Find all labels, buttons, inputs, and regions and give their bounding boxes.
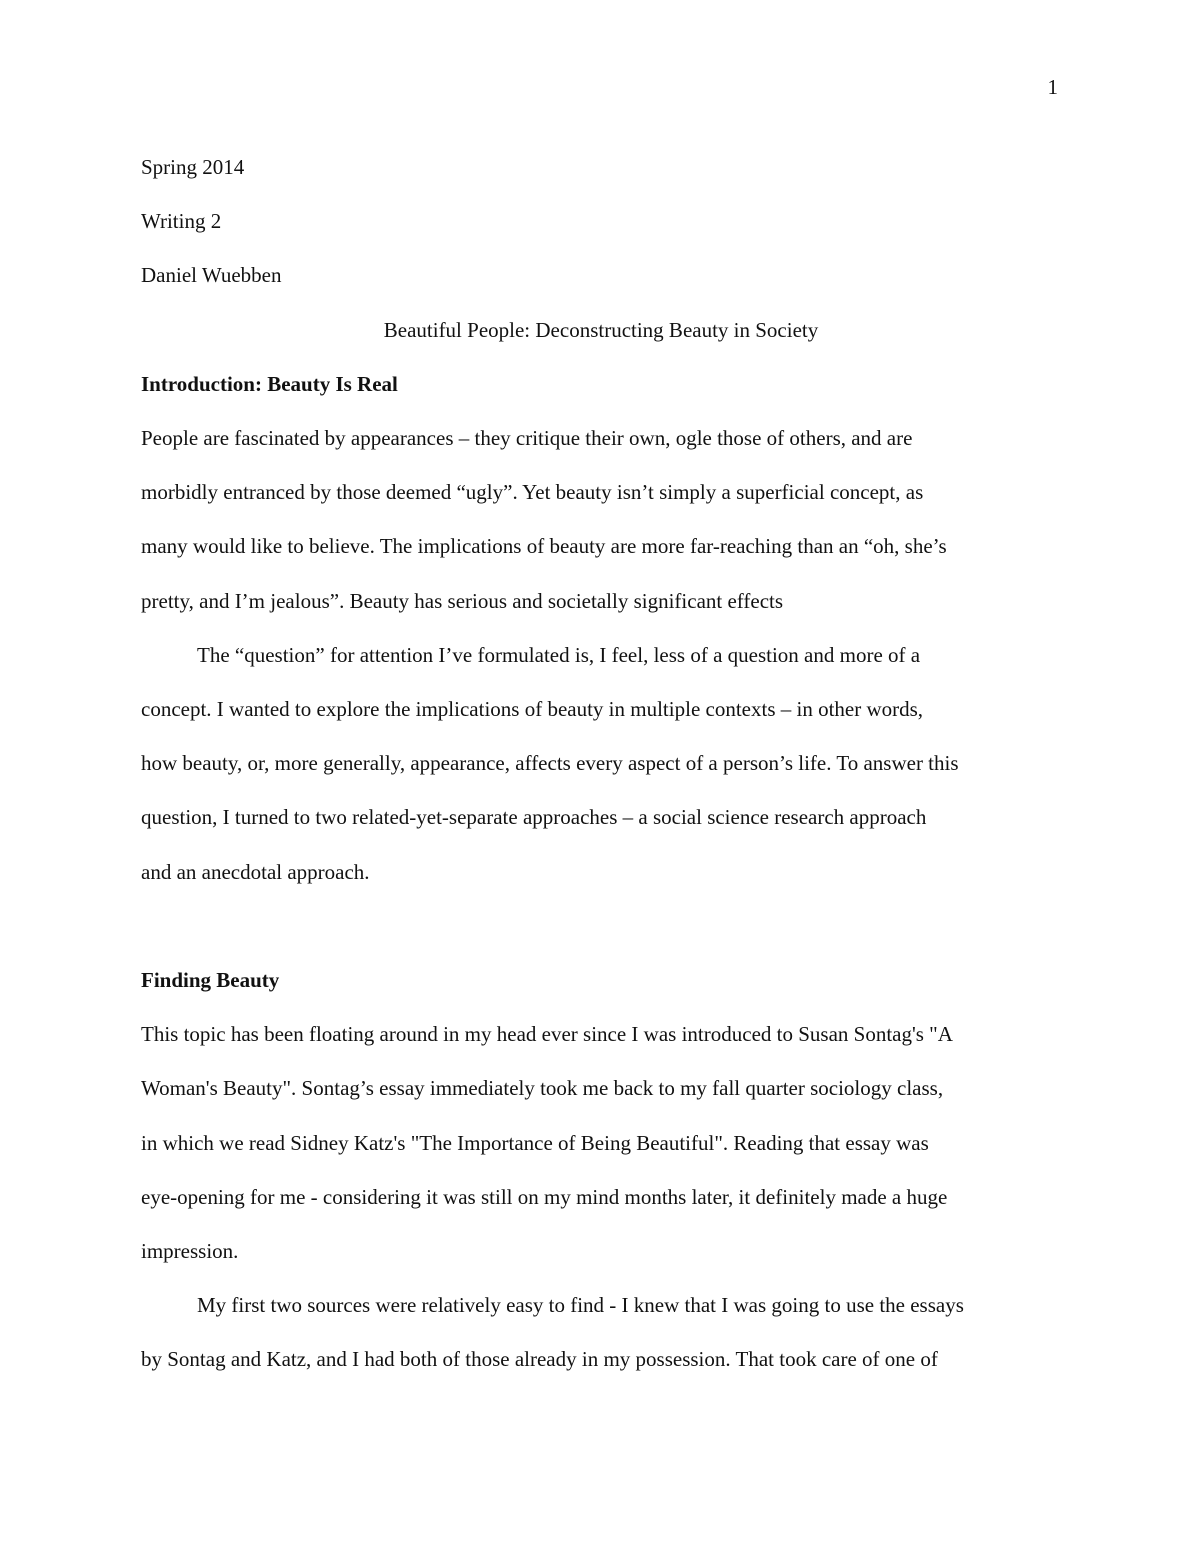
paragraph-line: Woman's Beauty". Sontag’s essay immediately took me back to my fall quarter sociology class, (141, 1076, 944, 1101)
instructor-line: Daniel Wuebben (141, 263, 282, 288)
paragraph-line: pretty, and I’m jealous”. Beauty has serious and societally significant effects (141, 588, 784, 613)
course-line: Writing 2 (141, 209, 222, 234)
paragraph-line: concept. I wanted to explore the implications of beauty in multiple contexts – in other words, (141, 697, 924, 722)
paragraph-line: eye-opening for me - considering it was still on my mind months later, it definitely made a huge (141, 1184, 948, 1209)
paragraph-line: question, I turned to two related-yet-separate approaches – a social science research approach (141, 805, 927, 830)
paragraph-line: This topic has been floating around in my head ever since I was introduced to Susan Sontag's "A (141, 1022, 953, 1047)
paragraph-line: People are fascinated by appearances – they critique their own, ogle those of others, and are (141, 426, 913, 451)
paragraph-line: morbidly entranced by those deemed “ugly”. Yet beauty isn’t simply a superficial concept, as (141, 480, 924, 505)
paragraph-line: by Sontag and Katz, and I had both of those already in my possession. That took care of one of (141, 1347, 938, 1372)
paragraph-line: how beauty, or, more generally, appearance, affects every aspect of a person’s life. To answer this (141, 751, 959, 776)
document-title: Beautiful People: Deconstructing Beauty in Society (383, 317, 819, 342)
section-heading-introduction: Introduction: Beauty Is Real (141, 371, 398, 396)
semester-line: Spring 2014 (141, 155, 245, 179)
paragraph-line: and an anecdotal approach. (141, 859, 370, 884)
paragraph-line: impression. (141, 1239, 239, 1264)
section-heading-finding-beauty: Finding Beauty (141, 968, 280, 993)
paragraph-line: My first two sources were relatively easy to find - I knew that I was going to use the essays (197, 1293, 964, 1318)
document-body (141, 140, 1061, 1387)
blank-line (141, 899, 1061, 953)
paragraph-line: The “question” for attention I’ve formulated is, I feel, less of a question and more of a (197, 642, 921, 667)
paragraph-line: in which we read Sidney Katz's "The Importance of Being Beautiful". Reading that essay was (141, 1130, 929, 1155)
page-number: 1 (1047, 75, 1058, 99)
paragraph-line: many would like to believe. The implications of beauty are more far-reaching than an “oh, she’s (141, 534, 947, 559)
